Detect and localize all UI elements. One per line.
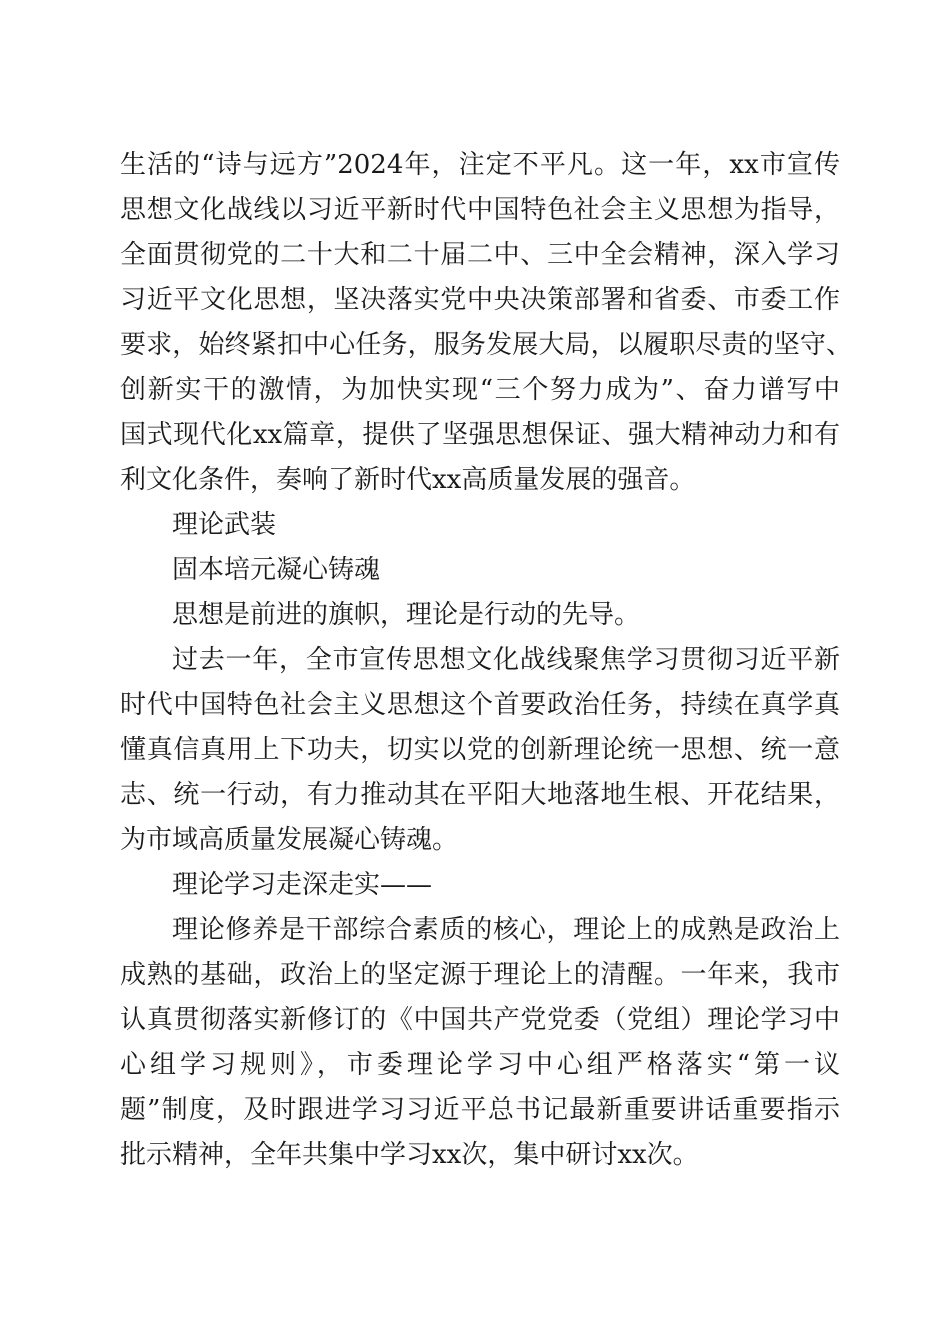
body-text-line: 批示精神，全年共集中学习xx次，集中研讨xx次。 [120,1140,699,1170]
body-text-line: 心组学习规则》，市委理论学习中心组严格落实“第一议 [120,1050,840,1080]
body-text-line: 志、统一行动，有力推动其在平阳大地落地生根、开花结果， [120,780,840,810]
body-text-line: 全面贯彻党的二十大和二十届二中、三中全会精神，深入学习 [120,240,840,270]
section-heading: 理论武装 [172,510,277,540]
body-text-line: 生活的“诗与远方”2024年，注定不平凡。这一年，xx市宣传 [120,150,840,180]
body-text-line: 要求，始终紧扣中心任务，服务发展大局，以履职尽责的坚守、 [120,330,852,360]
body-text-line: 为市域高质量发展凝心铸魂。 [120,825,459,855]
body-text-line: 思想是前进的旗帜，理论是行动的先导。 [172,600,641,630]
body-text-line: 创新实干的激情，为加快实现“三个努力成为”、奋力谱写中 [120,375,840,405]
section-subheading: 理论学习走深走实—— [172,870,433,900]
body-text-line: 习近平文化思想，坚决落实党中央决策部署和省委、市委工作 [120,285,840,315]
body-text-line: 成熟的基础，政治上的坚定源于理论上的清醒。一年来，我市 [120,960,840,990]
body-text-line: 理论修养是干部综合素质的核心，理论上的成熟是政治上 [172,915,840,945]
body-text-line: 认真贯彻落实新修订的《中国共产党党委（党组）理论学习中 [120,1005,840,1035]
body-text-line: 时代中国特色社会主义思想这个首要政治任务，持续在真学真 [120,690,840,720]
body-text-line: 懂真信真用上下功夫，切实以党的创新理论统一思想、统一意 [120,735,840,765]
body-text-line: 题”制度，及时跟进学习习近平总书记最新重要讲话重要指示 [120,1095,840,1125]
section-subheading: 固本培元凝心铸魂 [172,555,381,585]
body-text-line: 过去一年，全市宣传思想文化战线聚焦学习贯彻习近平新 [172,645,840,675]
body-text-line: 思想文化战线以习近平新时代中国特色社会主义思想为指导， [120,195,840,225]
body-text-line: 利文化条件，奏响了新时代xx高质量发展的强音。 [120,465,696,495]
body-text-line: 国式现代化xx篇章，提供了坚强思想保证、强大精神动力和有 [120,420,840,450]
